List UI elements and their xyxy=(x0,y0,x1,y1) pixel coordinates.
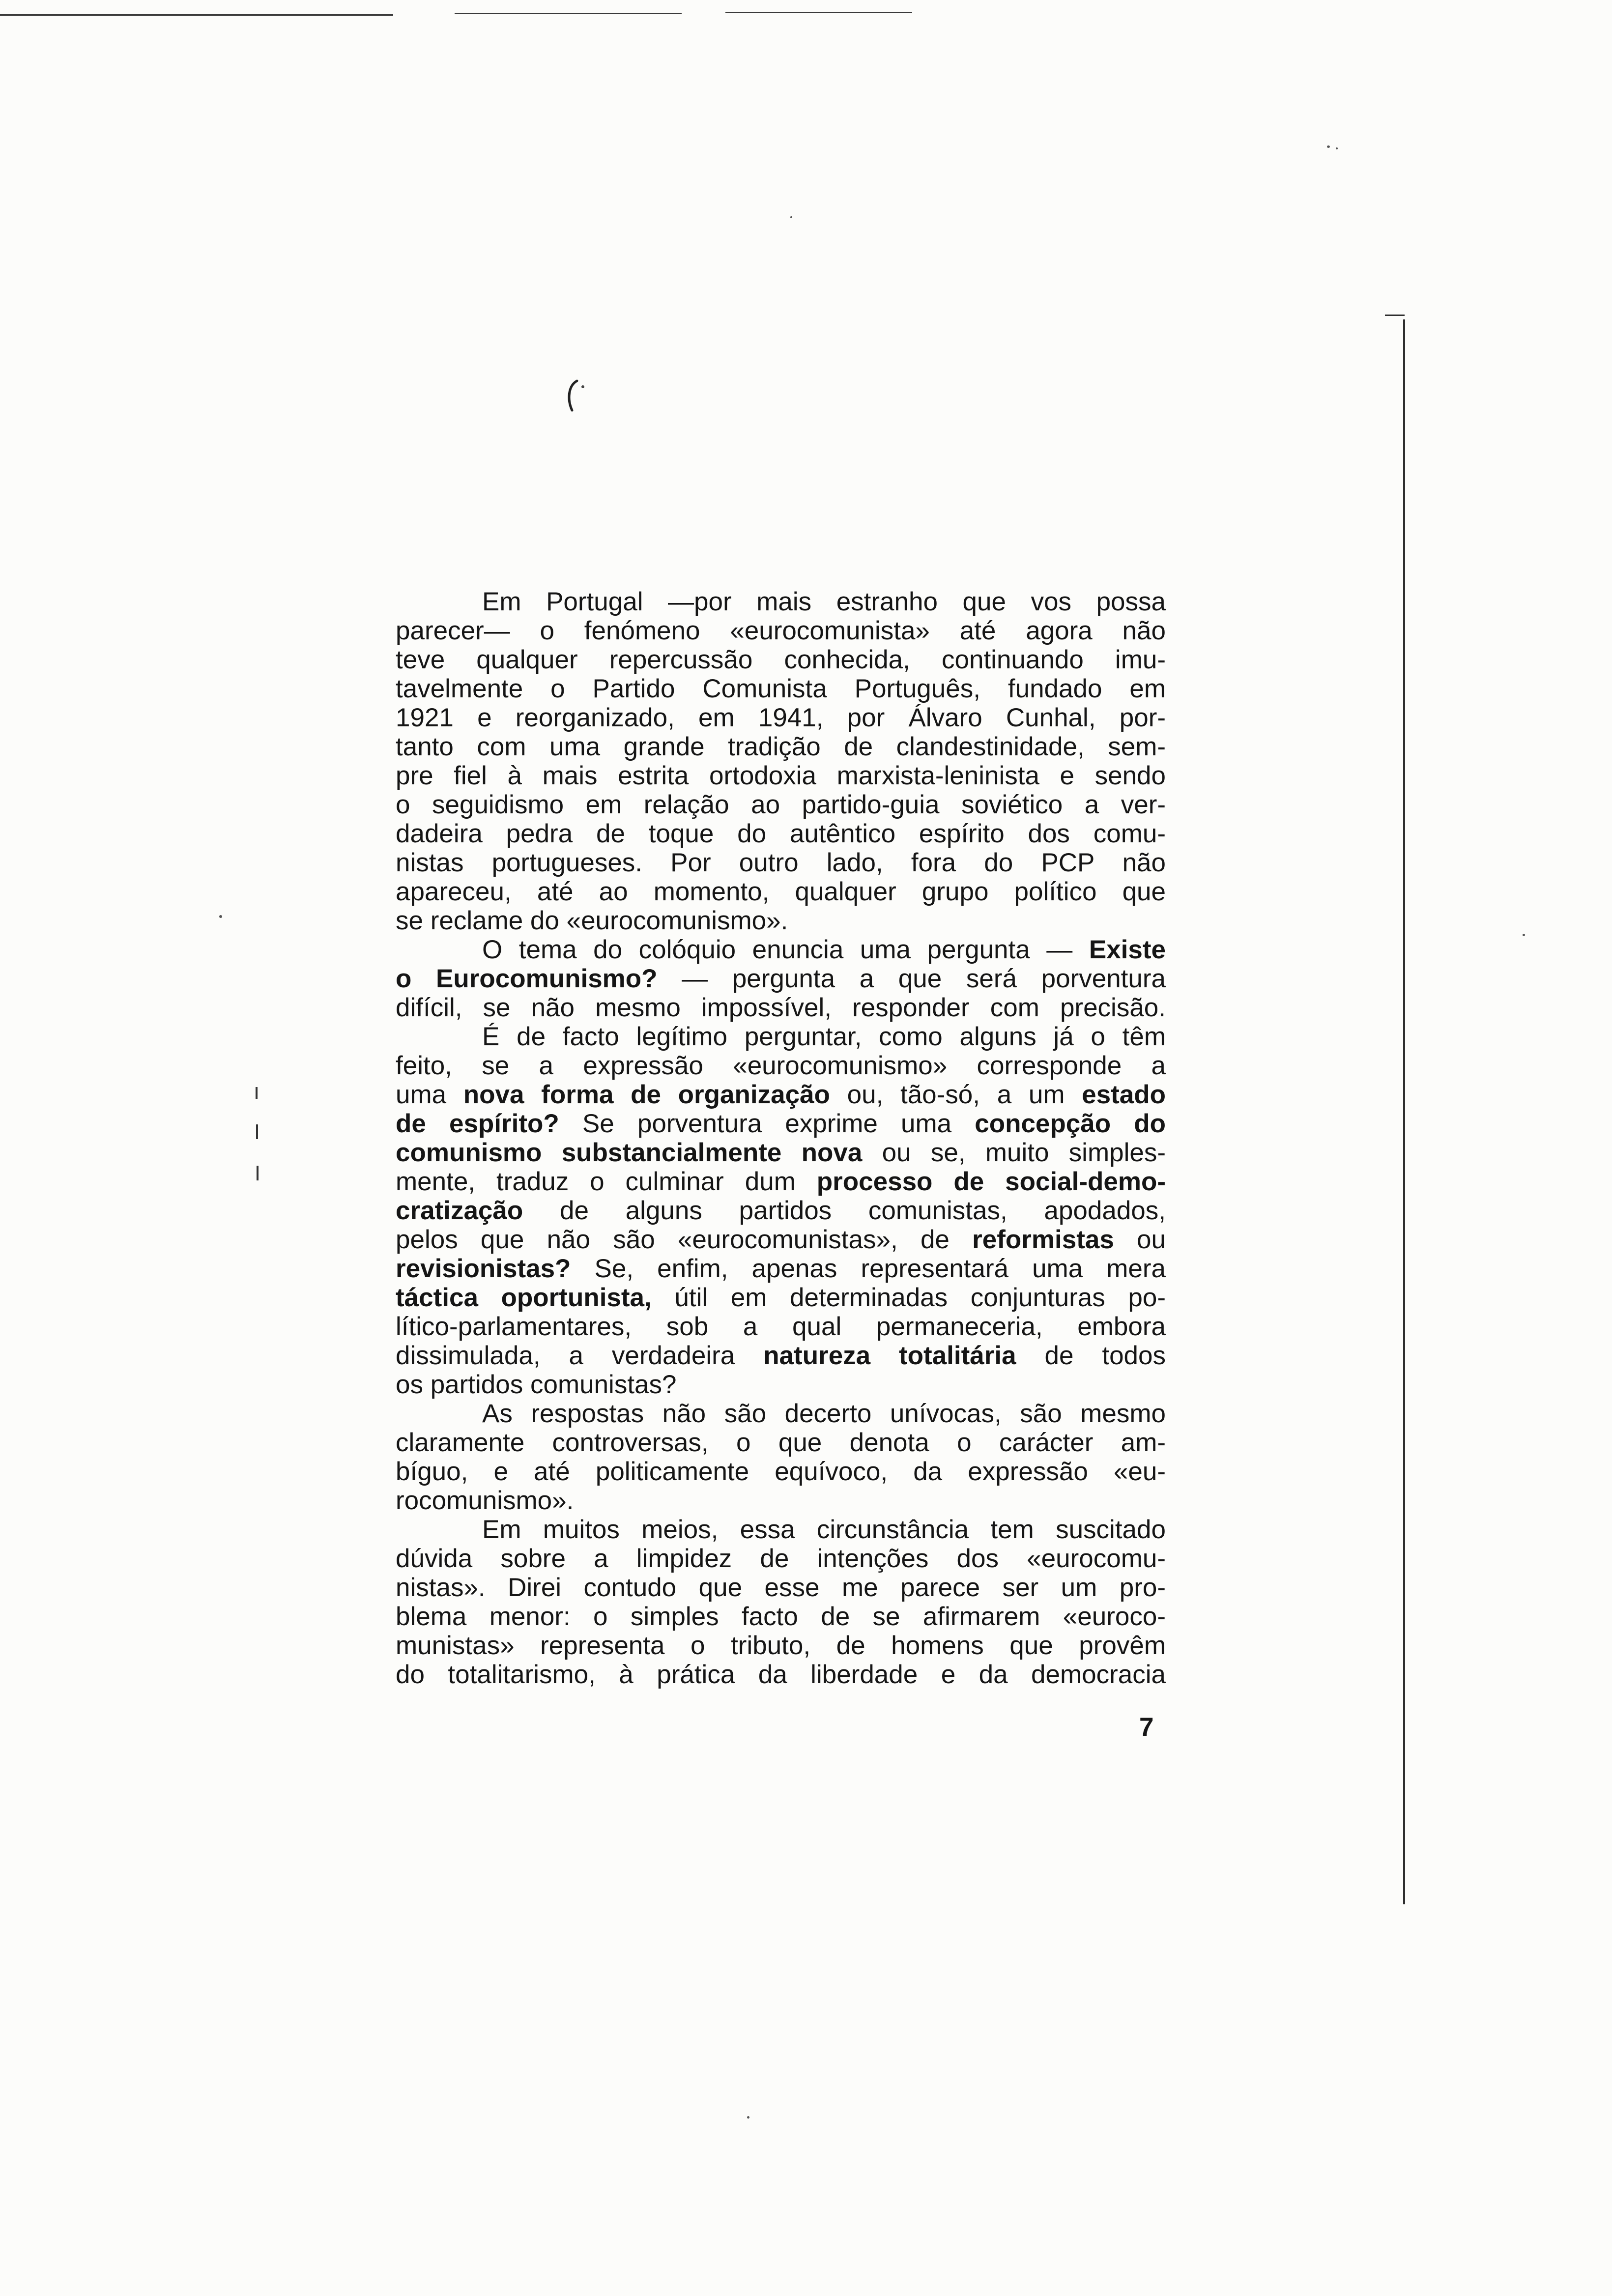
text-run: nistas». Direi contudo que esse me parece ser um pro- xyxy=(396,1573,1166,1602)
dust-speck xyxy=(219,915,222,918)
text-line xyxy=(396,587,1166,616)
text-line xyxy=(396,1225,1166,1254)
paragraph xyxy=(396,935,1166,1022)
dust-speck xyxy=(1327,145,1330,148)
text-run: tavelmente o Partido Comunista Português, fundado em xyxy=(396,674,1166,703)
scan-margin-tick xyxy=(1385,315,1405,316)
text-run: ou xyxy=(1114,1225,1166,1254)
text-line xyxy=(396,616,1166,645)
text-line xyxy=(396,906,1166,935)
text-run: Em Portugal —por mais estranho que vos possa xyxy=(482,587,1166,616)
margin-tick-mark xyxy=(256,1087,258,1099)
text-line xyxy=(396,1660,1166,1689)
text-line xyxy=(396,703,1166,732)
text-line xyxy=(396,1399,1166,1428)
text-line xyxy=(396,1138,1166,1167)
text-line xyxy=(396,1486,1166,1515)
bold-text-run: estado xyxy=(1082,1080,1166,1109)
text-line xyxy=(396,674,1166,703)
scan-edge-line xyxy=(0,14,393,16)
text-run: os partidos comunistas? xyxy=(396,1370,677,1399)
bold-text-run: natureza totalitária xyxy=(763,1341,1016,1370)
text-line xyxy=(396,1109,1166,1138)
text-line xyxy=(396,1602,1166,1631)
text-run: O tema do colóquio enuncia uma pergunta — xyxy=(482,935,1089,964)
dust-speck xyxy=(1523,934,1525,936)
text-run: nistas portugueses. Por outro lado, fora do PCP não xyxy=(396,848,1166,877)
page-number: 7 xyxy=(1139,1713,1154,1742)
text-run: Se porventura exprime uma xyxy=(559,1109,975,1138)
text-line xyxy=(396,819,1166,848)
text-line xyxy=(396,1573,1166,1602)
text-run: pre fiel à mais estrita ortodoxia marxista-leninista e sendo xyxy=(396,761,1166,790)
text-run: dadeira pedra de toque do autêntico espírito dos comu- xyxy=(396,819,1166,848)
text-run: Em muitos meios, essa circunstância tem suscitado xyxy=(482,1515,1166,1544)
paragraph xyxy=(396,1022,1166,1399)
text-line xyxy=(396,993,1166,1022)
text-line xyxy=(396,848,1166,877)
bold-text-run: processo de social-demo- xyxy=(816,1167,1166,1196)
stray-pen-mark xyxy=(560,376,595,415)
text-run: dúvida sobre a limpidez de intenções dos «eurocomu- xyxy=(396,1544,1166,1573)
text-run: parecer— o fenómeno «eurocomunista» até agora não xyxy=(396,616,1166,645)
bold-text-run: Existe xyxy=(1089,935,1166,964)
text-run: blema menor: o simples facto de se afirmarem «euroco- xyxy=(396,1602,1166,1631)
dust-speck xyxy=(790,216,792,218)
text-line xyxy=(396,732,1166,761)
text-line xyxy=(396,1283,1166,1312)
bold-text-run: comunismo substancialmente nova xyxy=(396,1138,863,1167)
text-run: 1921 e reorganizado, em 1941, por Álvaro Cunhal, por- xyxy=(396,703,1166,732)
text-line xyxy=(396,1254,1166,1283)
text-line xyxy=(396,1544,1166,1573)
text-run: pelos que não são «eurocomunistas», de xyxy=(396,1225,973,1254)
bold-text-run: reformistas xyxy=(972,1225,1114,1254)
text-run: teve qualquer repercussão conhecida, continuando imu- xyxy=(396,645,1166,674)
text-line xyxy=(396,1196,1166,1225)
text-line xyxy=(396,1080,1166,1109)
text-line xyxy=(396,1341,1166,1370)
text-line xyxy=(396,1051,1166,1080)
text-run: lítico-parlamentares, sob a qual permaneceria, embora xyxy=(396,1312,1166,1341)
text-run: dissimulada, a verdadeira xyxy=(396,1341,764,1370)
bold-text-run: revisionistas? xyxy=(396,1254,571,1283)
paragraph xyxy=(396,587,1166,935)
text-line xyxy=(396,1457,1166,1486)
text-line xyxy=(396,877,1166,906)
dust-speck xyxy=(1336,147,1338,149)
scan-margin-line xyxy=(1403,319,1405,1904)
bold-text-run: táctica oportunista, xyxy=(396,1283,652,1312)
text-line xyxy=(396,1370,1166,1399)
body-text xyxy=(396,587,1166,1689)
text-run: ou se, muito simples- xyxy=(862,1138,1166,1167)
scan-edge-line xyxy=(725,12,912,13)
text-line xyxy=(396,1631,1166,1660)
text-line xyxy=(396,1167,1166,1196)
text-run: As respostas não são decerto unívocas, são mesmo xyxy=(482,1399,1166,1428)
bold-text-run: concepção do xyxy=(975,1109,1166,1138)
text-run: munistas» representa o tributo, de homens que provêm xyxy=(396,1631,1166,1660)
text-run: o seguidismo em relação ao partido-guia soviético a ver- xyxy=(396,790,1166,819)
text-line xyxy=(396,1515,1166,1544)
paragraph xyxy=(396,1399,1166,1515)
text-run: — pergunta a que será porventura xyxy=(657,964,1166,993)
bold-text-run: de espírito? xyxy=(396,1109,559,1138)
text-line xyxy=(396,964,1166,993)
text-line xyxy=(396,1312,1166,1341)
text-run: mente, traduz o culminar dum xyxy=(396,1167,817,1196)
bold-text-run: o Eurocomunismo? xyxy=(396,964,658,993)
text-run: se reclame do «eurocomunismo». xyxy=(396,906,788,935)
text-run: rocomunismo». xyxy=(396,1486,574,1515)
text-run: de todos xyxy=(1016,1341,1166,1370)
paragraph xyxy=(396,1515,1166,1689)
text-line xyxy=(396,761,1166,790)
text-run: bíguo, e até politicamente equívoco, da expressão «eu- xyxy=(396,1457,1166,1486)
text-run: Se, enfim, apenas representará uma mera xyxy=(571,1254,1166,1283)
text-run: É de facto legítimo perguntar, como alguns já o têm xyxy=(482,1022,1166,1051)
dust-speck xyxy=(747,2116,749,2119)
text-line xyxy=(396,1428,1166,1457)
text-run: ou, tão-só, a um xyxy=(830,1080,1082,1109)
text-run: do totalitarismo, à prática da liberdade e da democracia xyxy=(396,1660,1166,1689)
scan-edge-line xyxy=(455,13,682,14)
text-line xyxy=(396,790,1166,819)
text-run: uma xyxy=(396,1080,463,1109)
bold-text-run: nova forma de organização xyxy=(463,1080,830,1109)
bold-text-run: cratização xyxy=(396,1196,523,1225)
text-line xyxy=(396,935,1166,964)
text-run: tanto com uma grande tradição de clandestinidade, sem- xyxy=(396,732,1166,761)
text-run: de alguns partidos comunistas, apodados, xyxy=(523,1196,1166,1225)
text-line xyxy=(396,645,1166,674)
text-run: útil em determinadas conjunturas po- xyxy=(651,1283,1166,1312)
margin-tick-mark xyxy=(256,1124,258,1139)
text-run: claramente controversas, o que denota o carácter am- xyxy=(396,1428,1166,1457)
text-run: feito, se a expressão «eurocomunismo» corresponde a xyxy=(396,1051,1166,1080)
text-run: apareceu, até ao momento, qualquer grupo político que xyxy=(396,877,1166,906)
text-line xyxy=(396,1022,1166,1051)
text-run: difícil, se não mesmo impossível, responder com precisão. xyxy=(396,993,1166,1022)
margin-tick-mark xyxy=(257,1166,259,1180)
